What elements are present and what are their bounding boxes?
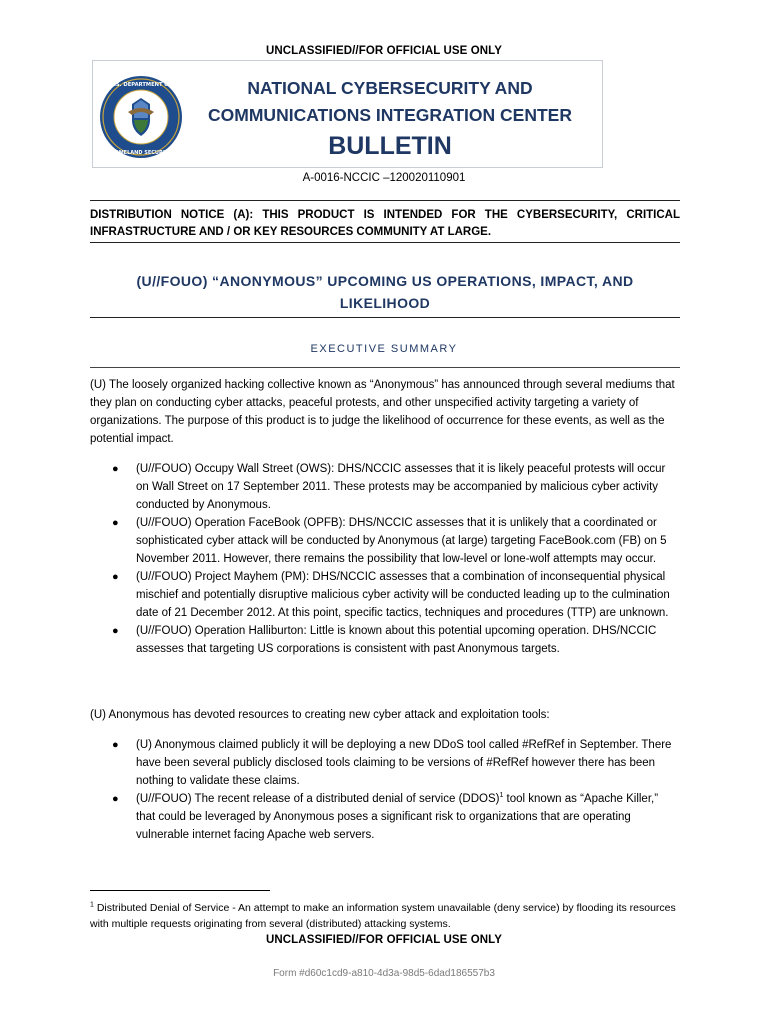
banner-line-bulletin: BULLETIN	[328, 132, 452, 160]
bullet-icon: ●	[112, 739, 119, 751]
section-heading: EXECUTIVE SUMMARY	[310, 343, 458, 355]
tools-list	[90, 736, 680, 844]
classification-header: UNCLASSIFIED//FOR OFFICIAL USE ONLY	[265, 45, 503, 57]
divider-notice	[90, 242, 680, 243]
classification-footer: UNCLASSIFIED//FOR OFFICIAL USE ONLY	[265, 934, 503, 946]
divider-section	[90, 367, 680, 368]
tools-text-before: (U//FOUO) The recent release of a distributed denial of service (DDOS)	[136, 793, 500, 805]
distribution-notice: DISTRIBUTION NOTICE (A): THIS PRODUCT IS INTENDED FOR THE CYBERSECURITY, CRITICAL INFRASTRUCTURE AND / OR KEY RESOURCES COMMUNITY AT LARGE.	[90, 209, 680, 238]
tools-paragraph: (U) Anonymous has devoted resources to creating new cyber attack and exploitation tools:	[90, 709, 550, 721]
list-item: ● (U//FOUO) Operation Halliburton: Little is known about this potential upcoming operation. DHS/NCCIC assesses that targeting US corporations is consistent with past Anonymous targets.	[90, 622, 680, 658]
footnote-marker: 1	[90, 901, 94, 909]
footnote-ref: 1	[499, 792, 504, 800]
footnote	[90, 900, 680, 932]
bullet-icon: ●	[112, 625, 119, 637]
divider-title	[90, 317, 680, 318]
bullet-icon: ●	[112, 463, 119, 475]
banner-line-agency: NATIONAL CYBERSECURITY AND	[247, 78, 533, 98]
banner-line-center: COMMUNICATIONS INTEGRATION CENTER	[208, 105, 572, 125]
list-item: ● (U//FOUO) Project Mayhem (PM): DHS/NCCIC assesses that a combination of inconsequential physical mischief and potentially disruptive malicious cyber activity will be conducted leading up to the culmination date of 21 December 2012. At this point, specific tactics, techniques and procedures (TTP) are unknown.	[90, 568, 680, 622]
bulletin-title: (U//FOUO) “ANONYMOUS” UPCOMING US OPERATIONS, IMPACT, AND LIKELIHOOD	[136, 273, 634, 311]
list-item: ● (U) Anonymous claimed publicly it will be deploying a new DDoS tool called #RefRef in September. There have been several publicly disclosed tools claiming to be versions of #RefRef however there has been nothing to validate these claims.	[90, 736, 680, 790]
list-item: ● (U//FOUO) Operation FaceBook (OPFB): DHS/NCCIC assesses that it is unlikely that a coordinated or sophisticated cyber attack will be conducted by Anonymous (at large) targeting FaceBook.com (FB) on 5 November 2011. However, there remains the possibility that low-level or lone-wolf attempts may occur.	[90, 514, 680, 568]
list-item: ● (U//FOUO) Occupy Wall Street (OWS): DHS/NCCIC assesses that it is likely peaceful protests will occur on Wall Street on 17 September 2011. These protests may be accompanied by malicious cyber activity conducted by Anonymous.	[90, 460, 680, 514]
operations-list	[90, 460, 680, 658]
footnote-text: Distributed Denial of Service - An attempt to make an information system unavailable (deny service) by flooding its resources with multiple requests originating from several (distributed) attacking systems.	[90, 902, 676, 930]
footnote-divider	[90, 890, 270, 891]
intro-paragraph: (U) The loosely organized hacking collective known as “Anonymous” has announced through several mediums that they plan on conducting cyber attacks, peaceful protests, and other unspecified activity targeting a variety of organizations. The purpose of this product is to judge the likelihood of occurrence for these events, as well as the potential impact.	[90, 379, 675, 445]
bullet-icon: ●	[112, 571, 119, 583]
svg-text:HOMELAND SECURITY: HOMELAND SECURITY	[110, 150, 172, 156]
list-item	[90, 790, 680, 844]
dhs-seal-icon	[98, 74, 184, 160]
bullet-icon: ●	[112, 517, 119, 529]
form-id: Form #d60c1cd9-a810-4d3a-98d5-6dad186557b3	[273, 968, 495, 979]
tools-text-after: tool known as “Apache Killer,” that could be leveraged by Anonymous poses a significant risk to organizations that are operating vulnerable internet facing Apache web servers.	[136, 793, 659, 841]
document-number: A-0016-NCCIC –120020110901	[302, 172, 466, 184]
svg-text:U.S. DEPARTMENT OF: U.S. DEPARTMENT OF	[109, 82, 173, 88]
divider-top	[90, 200, 680, 201]
bullet-icon: ●	[112, 793, 119, 805]
